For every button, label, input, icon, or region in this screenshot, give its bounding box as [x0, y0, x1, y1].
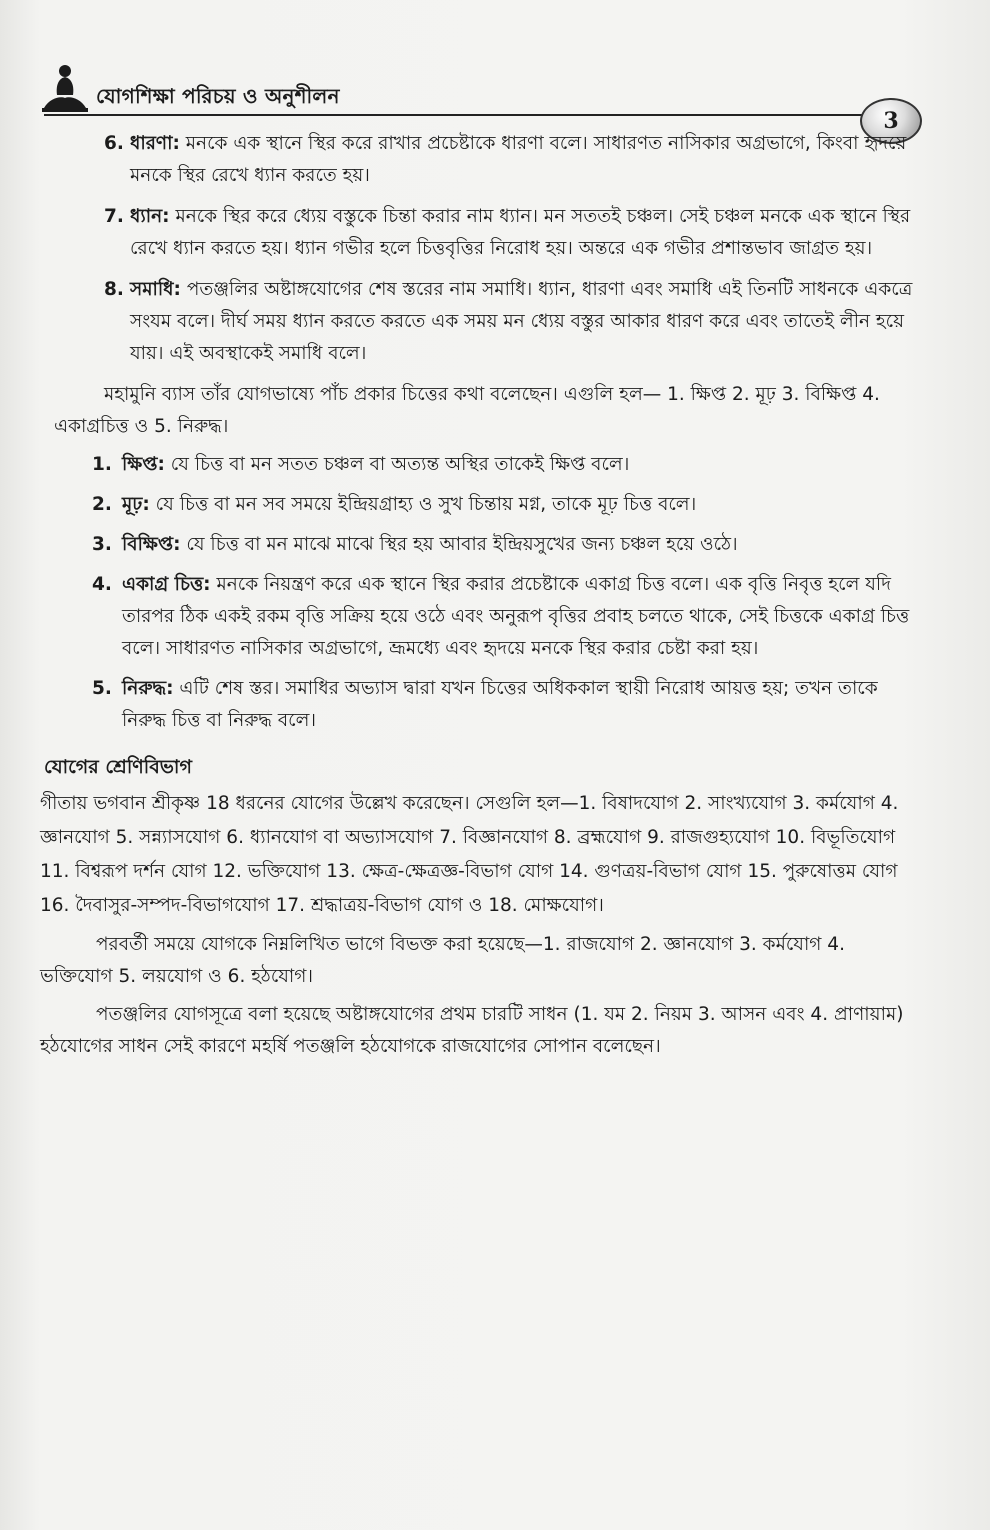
item-term: ধ্যান:: [130, 206, 170, 227]
header-divider: [44, 114, 864, 116]
item-term: বিক্ষিপ্ত:: [122, 534, 181, 555]
book-title: যোগশিক্ষা পরিচয় ও অনুশীলন: [96, 84, 340, 108]
chitta-intro-paragraph: মহামুনি ব্যাস তাঁর যোগভাষ্যে পাঁচ প্রকার চিত্তের কথা বলেছেন। এগুলি হল— 1. ক্ষিপ্ত 2. মূঢ় 3. বিক্ষিপ্ত 4. একাগ্রচিত্ত ও 5. নিরুদ্ধ।: [54, 384, 880, 437]
item-number: 8.: [104, 279, 124, 300]
limb-item-dhyana: [40, 201, 920, 265]
item-text: মনকে নিয়ন্ত্রণ করে এক স্থানে স্থির করার প্রচেষ্টাকে একাগ্র চিত্ত বলে। এক বৃত্তি নিবৃত্ত হলে যদি তারপর ঠিক একই রকম বৃত্তি সক্রিয় হয়ে ওঠে এবং অনুরূপ বৃত্তির প্রবাহ চলতে থাকে, সেই চিত্তকে একাগ্র চিত্ত বলে। সাধারণত নাসিকার অগ্রভাগে, ভ্রূমধ্যে এবং হৃদয়ে মনকে স্থির করার চেষ্টা করা হয়।: [122, 574, 910, 659]
item-text: যে চিত্ত বা মন সব সময়ে ইন্দ্রিয়গ্রাহ্য ও সুখ চিন্তায় মগ্ন, তাকে মূঢ় চিত্ত বলে।: [155, 494, 697, 515]
item-term: একাগ্র চিত্ত:: [122, 574, 211, 595]
item-number: 4.: [92, 574, 112, 595]
item-number: 3.: [92, 534, 112, 555]
item-term: নিরুদ্ধ:: [122, 678, 174, 699]
yoga-division-paragraph: পরবর্তী সময়ে যোগকে নিম্নলিখিত ভাগে বিভক্ত করা হয়েছে—1. রাজযোগ 2. জ্ঞানযোগ 3. কর্মযোগ 4. ভক্তিযোগ 5. লয়যোগ ও 6. হঠযোগ।: [40, 934, 845, 987]
page-header: [40, 62, 920, 134]
chitta-item-niruddha: [40, 673, 920, 737]
item-term: সমাধি:: [130, 279, 181, 300]
item-number: 1.: [92, 454, 112, 475]
limb-item-dharana: [40, 128, 920, 192]
item-number: 5.: [92, 678, 112, 699]
limb-item-samadhi: [40, 274, 920, 370]
page-content: [40, 128, 920, 1069]
patanjali-paragraph: পতঞ্জলির যোগসূত্রে বলা হয়েছে অষ্টাঙ্গযোগের প্রথম চারটি সাধন (1. যম 2. নিয়ম 3. আসন এবং 4. প্রাণায়াম) হঠযোগের সাধন সেই কারণে মহর্ষি পতঞ্জলি হঠযোগকে রাজযোগের সোপান বলেছেন।: [40, 1004, 904, 1057]
item-text: যে চিত্ত বা মন সতত চঞ্চল বা অত্যন্ত অস্থির তাকেই ক্ষিপ্ত বলে।: [170, 454, 630, 475]
meditating-yogi-icon: [40, 62, 90, 114]
section-heading: যোগের শ্রেণিবিভাগ: [44, 756, 192, 778]
chitta-item-mudha: [40, 489, 920, 521]
chitta-item-vikshipta: [40, 529, 920, 561]
item-term: ক্ষিপ্ত:: [122, 454, 165, 475]
item-number: 6.: [104, 133, 124, 154]
item-text: পতঞ্জলির অষ্টাঙ্গযোগের শেষ স্তরের নাম সমাধি। ধ্যান, ধারণা এবং সমাধি এই তিনটি সাধনকে একত্রে সংযম বলে। দীর্ঘ সময় ধ্যান করতে করতে এক সময় মন ধ্যেয় বস্তুর আকার ধারণ করে এবং তাতেই লীন হয়ে যায়। এই অবস্থাকেই সমাধি বলে।: [130, 279, 913, 364]
gita-yoga-paragraph: গীতায় ভগবান শ্রীকৃষ্ণ 18 ধরনের যোগের উল্লেখ করেছেন। সেগুলি হল—1. বিষাদযোগ 2. সাংখ্যযোগ 3. কর্মযোগ 4. জ্ঞানযোগ 5. সন্ন্যাসযোগ 6. ধ্যানযোগ বা অভ্যাসযোগ 7. বিজ্ঞানযোগ 8. ব্রহ্মযোগ 9. রাজগুহ্যযোগ 10. বিভূতিযোগ 11. বিশ্বরূপ দর্শন যোগ 12. ভক্তিযোগ 13. ক্ষেত্র-ক্ষেত্রজ্ঞ-বিভাগ যোগ 14. গুণত্রয়-বিভাগ যোগ 15. পুরুষোত্তম যোগ 16. দৈবাসুর-সম্পদ-বিভাগযোগ 17. শ্রদ্ধাত্রয়-বিভাগ যোগ ও 18. মোক্ষযোগ।: [40, 793, 899, 916]
item-text: যে চিত্ত বা মন মাঝে মাঝে স্থির হয় আবার ইন্দ্রিয়সুখের জন্য চঞ্চল হয়ে ওঠে।: [186, 534, 738, 555]
item-text: মনকে এক স্থানে স্থির করে রাখার প্রচেষ্টাকে ধারণা বলে। সাধারণত নাসিকার অগ্রভাগে, কিংবা হৃদয়ে মনকে স্থির রেখে ধ্যান করতে হয়।: [130, 133, 907, 186]
item-text: এটি শেষ স্তর। সমাধির অভ্যাস দ্বারা যখন চিত্তের অধিককাল স্থায়ী নিরোধ আয়ত্ত হয়; তখন তাকে নিরুদ্ধ চিত্ত বা নিরুদ্ধ বলে।: [122, 678, 878, 731]
item-term: মূঢ়:: [122, 494, 150, 515]
item-number: 7.: [104, 206, 124, 227]
item-text: মনকে স্থির করে ধ্যেয় বস্তুকে চিন্তা করার নাম ধ্যান। মন সততই চঞ্চল। সেই চঞ্চল মনকে এক স্থানে স্থির রেখে ধ্যান করতে হয়। ধ্যান গভীর হলে চিত্তবৃত্তির নিরোধ হয়। অন্তরে এক গভীর প্রশান্তভাব জাগ্রত হয়।: [130, 206, 911, 259]
item-term: ধারণা:: [130, 133, 180, 154]
item-number: 2.: [92, 494, 112, 515]
chitta-item-ekagra: [40, 569, 920, 665]
page-number-badge: 3: [860, 98, 922, 144]
chitta-item-kshipta: [40, 449, 920, 481]
